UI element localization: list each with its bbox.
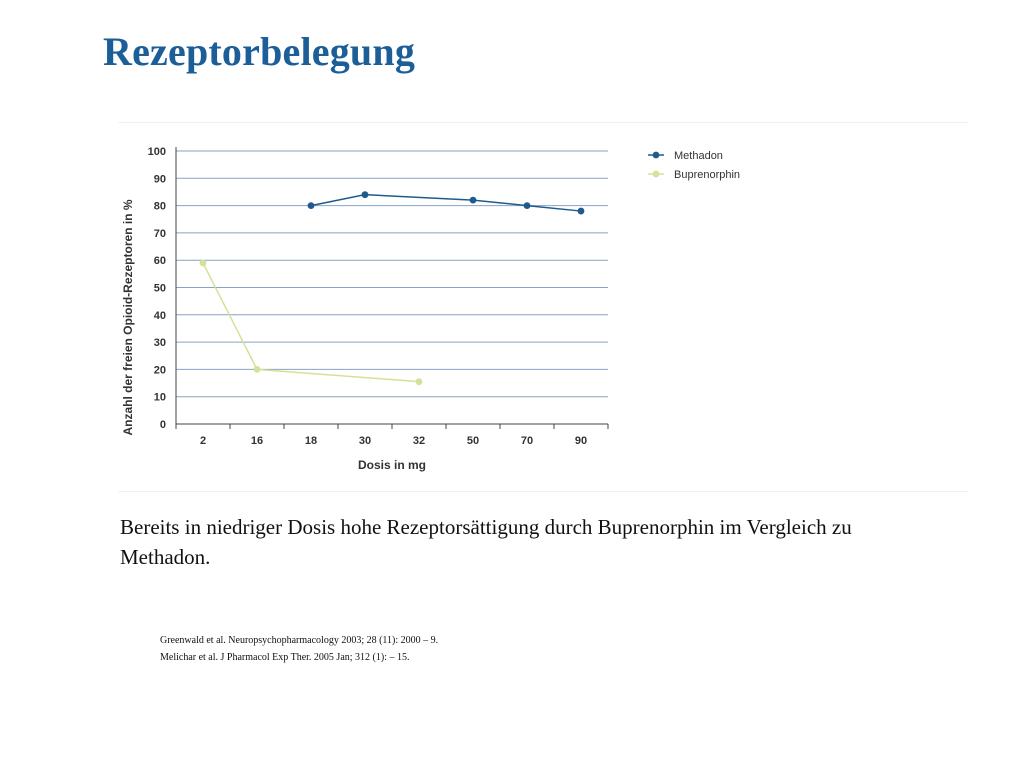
x-tick-label: 70 [520, 435, 534, 447]
y-tick-label: 80 [153, 200, 166, 213]
y-tick-label: 10 [153, 391, 166, 404]
x-tick-label: 90 [574, 435, 588, 447]
reference-2: Melichar et al. J Pharmacol Exp Ther. 2005 Jan; 312 (1): – 15. [160, 652, 410, 663]
legend-marker-methadon [653, 152, 660, 159]
y-tick-label: 30 [153, 337, 166, 350]
line-chart [118, 123, 968, 491]
chart-area [118, 122, 968, 492]
y-tick-label: 70 [153, 227, 166, 240]
series-line-methadon [311, 195, 581, 211]
body-text: Bereits in niedriger Dosis hohe Rezeptorsättigung durch Buprenorphin im Vergleich zu Methadon. [120, 515, 852, 569]
y-axis-title: Anzahl der freien Opioid-Rezeptoren in % [121, 199, 135, 436]
x-tick-label: 2 [199, 435, 207, 447]
y-tick-label: 100 [147, 146, 166, 158]
y-tick-label: 40 [153, 309, 166, 322]
data-point-methadon [308, 202, 315, 209]
x-axis-title: Dosis in mg [357, 458, 427, 472]
series-line-buprenorphin [203, 263, 419, 382]
legend-label-buprenorphin: Buprenorphin [674, 169, 741, 181]
data-point-buprenorphin [200, 260, 207, 267]
y-tick-label: 20 [153, 364, 166, 377]
y-tick-label: 0 [159, 419, 166, 431]
data-point-methadon [578, 208, 585, 215]
y-tick-label: 60 [153, 255, 166, 268]
legend-marker-buprenorphin [653, 171, 660, 178]
y-tick-label: 90 [153, 173, 166, 186]
x-tick-label: 50 [466, 435, 480, 447]
y-tick-label: 50 [153, 282, 166, 295]
data-point-buprenorphin [416, 378, 423, 385]
reference-1: Greenwald et al. Neuropsychopharmacology 2003; 28 (11): 2000 – 9. [160, 635, 439, 646]
x-tick-label: 18 [304, 435, 318, 447]
data-point-methadon [470, 197, 477, 204]
slide-title: Rezeptorbelegung [103, 29, 416, 74]
data-point-methadon [524, 202, 531, 209]
x-tick-label: 32 [412, 435, 426, 447]
references [160, 632, 438, 666]
x-tick-label: 30 [358, 435, 372, 447]
data-point-methadon [362, 191, 369, 198]
data-point-buprenorphin [254, 366, 261, 373]
x-tick-label: 16 [250, 435, 264, 447]
legend-label-methadon: Methadon [674, 150, 723, 162]
